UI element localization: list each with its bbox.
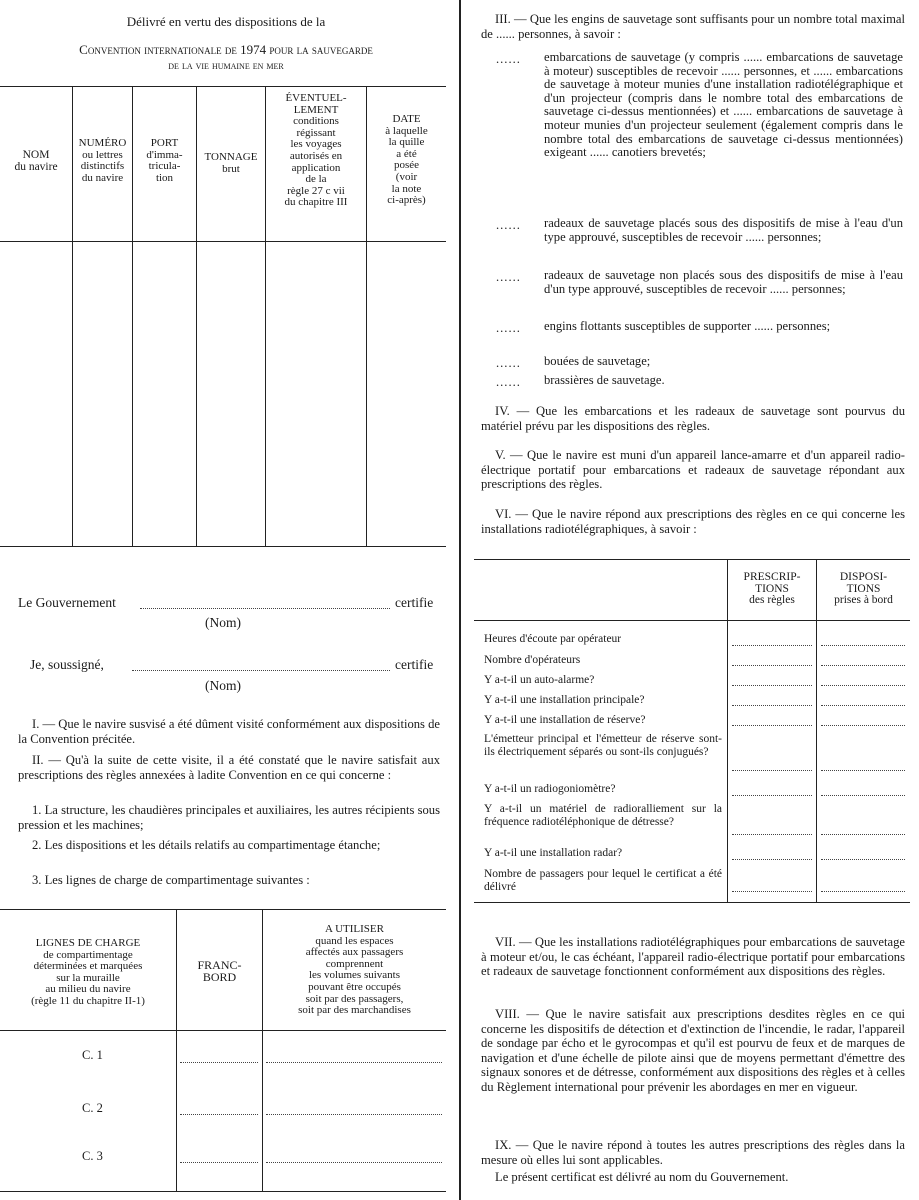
prescription-blank[interactable] xyxy=(732,859,812,860)
item-1-structure: 1. La structure, les chaudières principales et auxiliaires, les autres récipients sous pression et les machines; xyxy=(18,803,440,832)
item-buoyant-apparatus: engins flottants susceptibles de supporter ...... personnes; xyxy=(544,319,831,333)
disposition-blank[interactable] xyxy=(821,859,905,860)
col-utiliser-header: A UTILISER quand les espaces affectés aux passagers comprennent les volumes suivants pouvant être occupés soit par des passagers, soit par des marchandises xyxy=(298,923,411,1017)
item-lifejackets: brassières de sauvetage. xyxy=(544,373,665,387)
item-count-blank[interactable]: ...... xyxy=(496,375,521,389)
prescription-blank[interactable] xyxy=(732,645,812,646)
utiliser-blank[interactable] xyxy=(266,1114,442,1115)
gov-nom-caption: (Nom) xyxy=(205,615,241,630)
header-line-2: Convention internationale de 1974 pour la sauvegarde xyxy=(79,42,373,57)
column-divider xyxy=(459,0,461,1200)
item-liferafts-davit: radeaux de sauvetage placés sous des dispositifs de mise à l'eau d'un type approuvé, susceptibles de recevoir ...... personnes; xyxy=(544,216,903,244)
col-date-header: DATE à laquelle la quille a été posée (voir la note ci-après) xyxy=(385,113,428,207)
paragraph-VII: VII. — Que les installations radiotélégraphiques pour embarcations de sauvetage à moteur et/ou, le cas échéant, l'appareil radio-électrique portatif pour embarcations et radeaux de sauvetage fonctionnent conformément aux dispositions des règles. xyxy=(481,935,905,978)
disposition-blank[interactable] xyxy=(821,770,905,771)
signatory-nom-caption: (Nom) xyxy=(205,678,241,693)
franc-bord-blank[interactable] xyxy=(180,1062,258,1063)
utiliser-blank[interactable] xyxy=(266,1162,442,1163)
item-2-compartimentage: 2. Les dispositions et les détails relatifs au compartimentage étanche; xyxy=(32,838,381,852)
paragraph-V: V. — Que le navire est muni d'un appareil lance-amarre et d'un appareil radio-électrique portatif pour embarcations et radeaux de sauvetage répondant aux prescriptions des règles. xyxy=(481,448,905,491)
header-line-1: Délivré en vertu des dispositions de la xyxy=(126,14,326,29)
prescription-blank[interactable] xyxy=(732,665,812,666)
disposition-blank[interactable] xyxy=(821,725,905,726)
radio-row-label: Nombre d'opérateurs xyxy=(484,654,581,666)
col-nom-header: NOM du navire xyxy=(14,149,58,173)
signatory-name-blank[interactable] xyxy=(132,670,390,671)
prescription-blank[interactable] xyxy=(732,770,812,771)
col-franc-bord-header: FRANC- BORD xyxy=(197,958,242,984)
paragraph-VI: VI. — Que le navire répond aux prescriptions des règles en ce qui concerne les installations radiotélégraphiques, à savoir : xyxy=(481,507,905,536)
radio-row-label: Heures d'écoute par opérateur xyxy=(484,633,622,645)
disposition-blank[interactable] xyxy=(821,645,905,646)
gov-certifie: certifie xyxy=(395,595,434,610)
paragraph-I: I. — Que le navire susvisé a été dûment visité conformément aux dispositions de la Convention précitée. xyxy=(18,717,440,746)
col-tonnage-header: TONNAGE brut xyxy=(204,151,258,175)
prescription-blank[interactable] xyxy=(732,685,812,686)
radio-row-label: Nombre de passagers pour lequel le certificat a été délivré xyxy=(484,868,722,893)
load-line-row-label: C. 3 xyxy=(82,1149,103,1163)
prescription-blank[interactable] xyxy=(732,705,812,706)
paragraph-II: II. — Qu'à la suite de cette visite, il a été constaté que le navire satisfait aux prescriptions des règles annexées à ladite Convention en ce qui concerne : xyxy=(18,753,440,782)
load-line-row-label: C. 2 xyxy=(82,1101,103,1115)
item-count-blank[interactable]: ...... xyxy=(496,270,521,284)
radio-row-label: Y a-t-il un radiogoniomètre? xyxy=(484,783,616,795)
paragraph-IX: IX. — Que le navire répond à toutes les autres prescriptions des règles dans la mesure où elles lui sont applicables. xyxy=(481,1138,905,1167)
paragraph-VIII: VIII. — Que le navire satisfait aux prescriptions desdites règles en ce qui concerne les dispositifs de détection et d'extinction de l'incendie, le radar, l'appareil de sondage par écho et le gyrocompas et qu'il est pourvu de feux et de marques de navigation et d'une échelle de pilote ainsi que de moyens permettant d'émettre des signaux sonores et de détresse, conformément aux dispositions des règles et à celles du Règlement international pour prévenir les abordages en mer en vigueur. xyxy=(481,1007,905,1094)
disposition-blank[interactable] xyxy=(821,685,905,686)
col-conditions-header: ÉVENTUEL- LEMENT conditions régissant les voyages autorisés en application de la règle 27 c vii du chapitre III xyxy=(284,92,348,209)
item-liferafts-other: radeaux de sauvetage non placés sous des dispositifs de mise à l'eau d'un type approuvé, susceptibles de recevoir ...... personnes; xyxy=(544,268,903,296)
closing-statement: Le présent certificat est délivré au nom du Gouvernement. xyxy=(495,1170,789,1184)
radio-row-label: Y a-t-il une installation de réserve? xyxy=(484,714,646,726)
prescription-blank[interactable] xyxy=(732,795,812,796)
radio-row-label: Y a-t-il une installation radar? xyxy=(484,847,623,859)
utiliser-blank[interactable] xyxy=(266,1062,442,1063)
col-dispositions-header: DISPOSI- TIONS prises à bord xyxy=(834,571,893,607)
header-line-3: de la vie humaine en mer xyxy=(168,58,284,72)
item-lifeboats: embarcations de sauvetage (y compris ...... embarcations de sauvetage à moteur) susceptibles de recevoir ...... personnes, et ...... embarcations de sauvetage à moteur munies d'une installation radiotélégraphique et d'un projecteur (compris dans le nombre total des embarcations de sauvetage ci-dessus mentionnées) et ...... embarcations de sauvetage à moteur munies d'un projecteur seulement (également compris dans le nombre total des embarcations de sauvetage ci-dessus mentionnées) exigeant ...... canotiers brevetés; xyxy=(544,50,903,160)
item-lifebuoys: bouées de sauvetage; xyxy=(544,354,651,368)
col-port-header: PORT d'imma- tricula- tion xyxy=(146,137,183,184)
radio-row-label: L'émetteur principal et l'émetteur de réserve sont-ils électriquement séparés ou sont-ils conjugués? xyxy=(484,733,722,758)
disposition-blank[interactable] xyxy=(821,705,905,706)
item-count-blank[interactable]: ...... xyxy=(496,356,521,370)
paragraph-IV: IV. — Que les embarcations et les radeaux de sauvetage sont pourvus du matériel prévu par les dispositions des règles. xyxy=(481,404,905,433)
disposition-blank[interactable] xyxy=(821,665,905,666)
gov-name-blank[interactable] xyxy=(140,608,390,609)
col-numero-header: NUMÉRO ou lettres distinctifs du navire xyxy=(78,137,127,184)
signatory-certifie: certifie xyxy=(395,657,434,672)
paragraph-III: III. — Que les engins de sauvetage sont suffisants pour un nombre total maximal de ...... personnes, à savoir : xyxy=(481,12,905,41)
col-lignes-header: LIGNES DE CHARGE de compartimentage déterminées et marquées sur la muraille au milieu du navire (règle 11 du chapitre II-1) xyxy=(31,937,145,1007)
prescription-blank[interactable] xyxy=(732,725,812,726)
prescription-blank[interactable] xyxy=(732,891,812,892)
item-3-lignes-de-charge: 3. Les lignes de charge de compartimentage suivantes : xyxy=(32,873,310,887)
disposition-blank[interactable] xyxy=(821,795,905,796)
franc-bord-blank[interactable] xyxy=(180,1114,258,1115)
disposition-blank[interactable] xyxy=(821,834,905,835)
signatory-label: Je, soussigné, xyxy=(30,657,104,672)
item-count-blank[interactable]: ...... xyxy=(496,52,521,66)
radio-row-label: Y a-t-il un matériel de radioralliement sur la fréquence radiotéléphonique de détresse? xyxy=(484,803,722,828)
radio-row-label: Y a-t-il un auto-alarme? xyxy=(484,674,595,686)
radio-row-label: Y a-t-il une installation principale? xyxy=(484,694,645,706)
gov-label: Le Gouvernement xyxy=(18,595,116,610)
disposition-blank[interactable] xyxy=(821,891,905,892)
prescription-blank[interactable] xyxy=(732,834,812,835)
item-count-blank[interactable]: ...... xyxy=(496,218,521,232)
item-count-blank[interactable]: ...... xyxy=(496,321,521,335)
franc-bord-blank[interactable] xyxy=(180,1162,258,1163)
load-line-row-label: C. 1 xyxy=(82,1048,103,1062)
col-prescriptions-header: PRESCRIP- TIONS des règles xyxy=(743,571,801,607)
